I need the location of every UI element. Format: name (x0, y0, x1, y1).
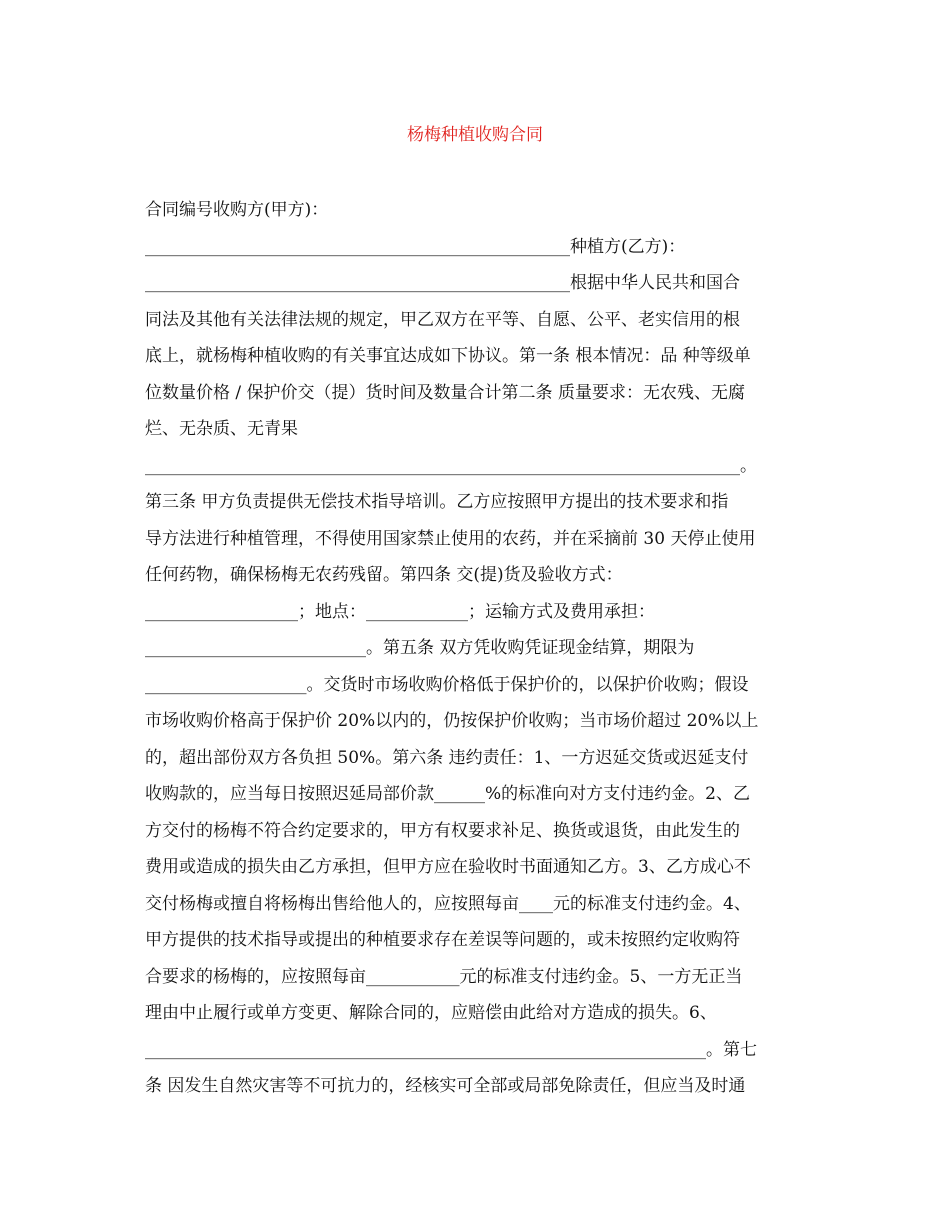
text-line: ______________________________________________________________________。 (145, 455, 757, 476)
text-line: 第三条 甲方负责提供无偿技术指导培训。乙方应按照甲方提出的技术要求和指 (145, 492, 729, 512)
text-line: 底上，就杨梅种植收购的有关事宜达成如下协议。第一条 根本情况：品 种等级单 (145, 346, 751, 366)
text-line: 费用或造成的损失由乙方承担，但甲方应在验收时书面通知乙方。3、乙方成心不 (145, 857, 751, 877)
text-line: 条 因发生自然灾害等不可抗力的，经核实可全部或局部免除责任，但应当及时通 (145, 1076, 746, 1096)
text-line: 甲方提供的技术指导或提出的种植要求存在差误等问题的，或未按照约定收购符 (145, 930, 740, 950)
text-line: 交付杨梅或擅自将杨梅出售给他人的，应按照每亩____元的标准支付违约金。4、 (145, 893, 751, 914)
text-line: __________________________________________________种植方(乙方)： (145, 236, 686, 257)
text-line: 烂、无杂质、无青果 (145, 419, 298, 439)
text-line: 合要求的杨梅的，应按照每亩___________元的标准支付违约金。5、一方无正当 (145, 966, 743, 987)
text-line: __________________________________________________________________。第七 (145, 1039, 757, 1060)
text-line: __________________________。第五条 双方凭收购凭证现金结算，期限为 (145, 638, 695, 658)
text-line: 市场收购价格高于保护价 20%以内的，仍按保护价收购；当市场价超过 20%以上 (145, 711, 759, 731)
text-line: 任何药物，确保杨梅无农药残留。第四条 交(提)货及验收方式： (145, 565, 623, 585)
text-line: 位数量价格 / 保护价交（提）货时间及数量合计第二条 质量要求：无农残、无腐 (145, 382, 745, 403)
text-line: 方交付的杨梅不符合约定要求的，甲方有权要求补足、换货或退货，由此发生的 (145, 820, 740, 841)
text-line: ___________________。交货时市场收购价格低于保护价的，以保护价收购；假设 (145, 674, 749, 695)
text-line: __________________；地点：____________；运输方式及费用承担： (145, 601, 655, 622)
document-title: 杨梅种植收购合同 (407, 125, 543, 145)
text-line: 收购款的，应当每日按照迟延局部价款______%的标准向对方支付违约金。2、乙 (145, 784, 750, 804)
document-body (145, 192, 825, 1105)
text-line: 同法及其他有关法律法规的规定，甲乙双方在平等、自愿、公平、老实信用的根 (145, 309, 740, 330)
text-line: 的，超出部份双方各负担 50%。第六条 违约责任：1、一方迟延交货或迟延支付 (145, 747, 749, 768)
text-line: __________________________________________________根据中华人民共和国合 (145, 273, 740, 293)
text-line: 理由中止履行或单方变更、解除合同的，应赔偿由此给对方造成的损失。6、 (145, 1003, 717, 1023)
text-line: 导方法进行种植管理，不得使用国家禁止使用的农药，并在采摘前 30 天停止使用 (145, 528, 756, 549)
text-line: 合同编号收购方(甲方)： (145, 200, 329, 220)
